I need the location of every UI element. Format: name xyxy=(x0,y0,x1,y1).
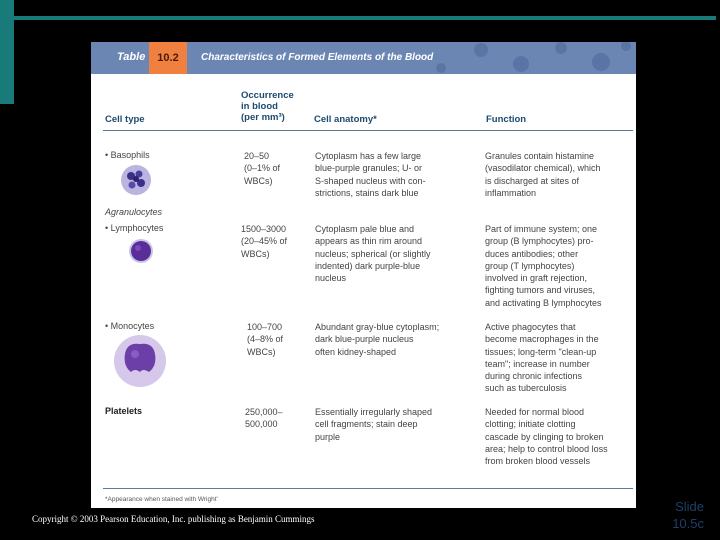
table-number-badge: 10.2 xyxy=(149,42,187,74)
table-title-band xyxy=(91,42,636,74)
row-lymphocytes-anatomy: Cytoplasm pale blue and appears as thin rim around nucleus; spherical (or slightly indented) dark purple-blue nucleus xyxy=(315,224,431,284)
row-platelets-anatomy: Essentially irregularly shaped cell fragments; stain deep purple xyxy=(315,407,433,442)
copyright-notice: Copyright © 2003 Pearson Education, Inc. publishing as Benjamin Cummings xyxy=(32,514,315,524)
left-accent-bar xyxy=(0,0,14,104)
row-lymphocytes-name: • Lymphocytes xyxy=(105,223,164,233)
row-basophils-function: Granules contain histamine (vasodilator chemical), which is discharged at sites of inflammation xyxy=(485,151,601,198)
table-figure xyxy=(91,42,636,508)
row-monocytes-occurrence: 100–700 (4–8% of WBCs) xyxy=(247,322,284,357)
col-header-occurrence: Occurrence in blood (per mm³) xyxy=(241,90,294,123)
header-rule xyxy=(103,130,633,131)
row-platelets-function: Needed for normal blood clotting; initiate clotting cascade by clinging to broken area; help to control blood loss from broken blood vessels xyxy=(485,407,608,467)
row-platelets-name: Platelets xyxy=(105,406,143,416)
row-lymphocytes-occurrence: 1500–3000 (20–45% of WBCs) xyxy=(241,224,288,259)
group-agranulocytes: Agranulocytes xyxy=(105,207,163,217)
slide-number: Slide 10.5c xyxy=(672,499,704,531)
row-platelets-occurrence: 250,000– 500,000 xyxy=(245,407,283,430)
table-label: Table xyxy=(117,51,146,63)
basophil-cell-image xyxy=(119,162,153,198)
row-monocytes-anatomy: Abundant gray-blue cytoplasm; dark blue-purple nucleus often kidney-shaped xyxy=(315,322,440,357)
row-basophils-occurrence: 20–50 (0–1% of WBCs) xyxy=(244,151,281,186)
table-footnote: *Appearance when stained with Wright' xyxy=(105,496,218,503)
col-header-function: Function xyxy=(486,114,527,125)
row-monocytes-function: Active phagocytes that become macrophages in the tissues; long-term "clean-up team"; increase in number during chronic infections such as tuberculosis xyxy=(485,322,599,394)
monocyte-cell-image xyxy=(111,332,169,390)
row-lymphocytes-function: Part of immune system; one group (B lymphocytes) pro- duces antibodies; other group (T lymphocytes) involved in graft rejection, fighting tumors and viruses, and activating B lymphocytes xyxy=(485,224,602,308)
top-accent-rule xyxy=(0,16,716,20)
footer-rule xyxy=(103,488,633,489)
row-basophils-anatomy: Cytoplasm has a few large blue-purple granules; U- or S-shaped nucleus with con- strictions, stains dark blue xyxy=(315,151,426,198)
lymphocyte-cell-image xyxy=(127,236,155,266)
col-header-anatomy: Cell anatomy* xyxy=(314,114,377,125)
row-basophils-name: • Basophils xyxy=(105,150,150,160)
col-header-cell-type: Cell type xyxy=(105,114,145,125)
row-monocytes-name: • Monocytes xyxy=(105,321,155,331)
table-title: Characteristics of Formed Elements of the Blood xyxy=(201,52,434,63)
